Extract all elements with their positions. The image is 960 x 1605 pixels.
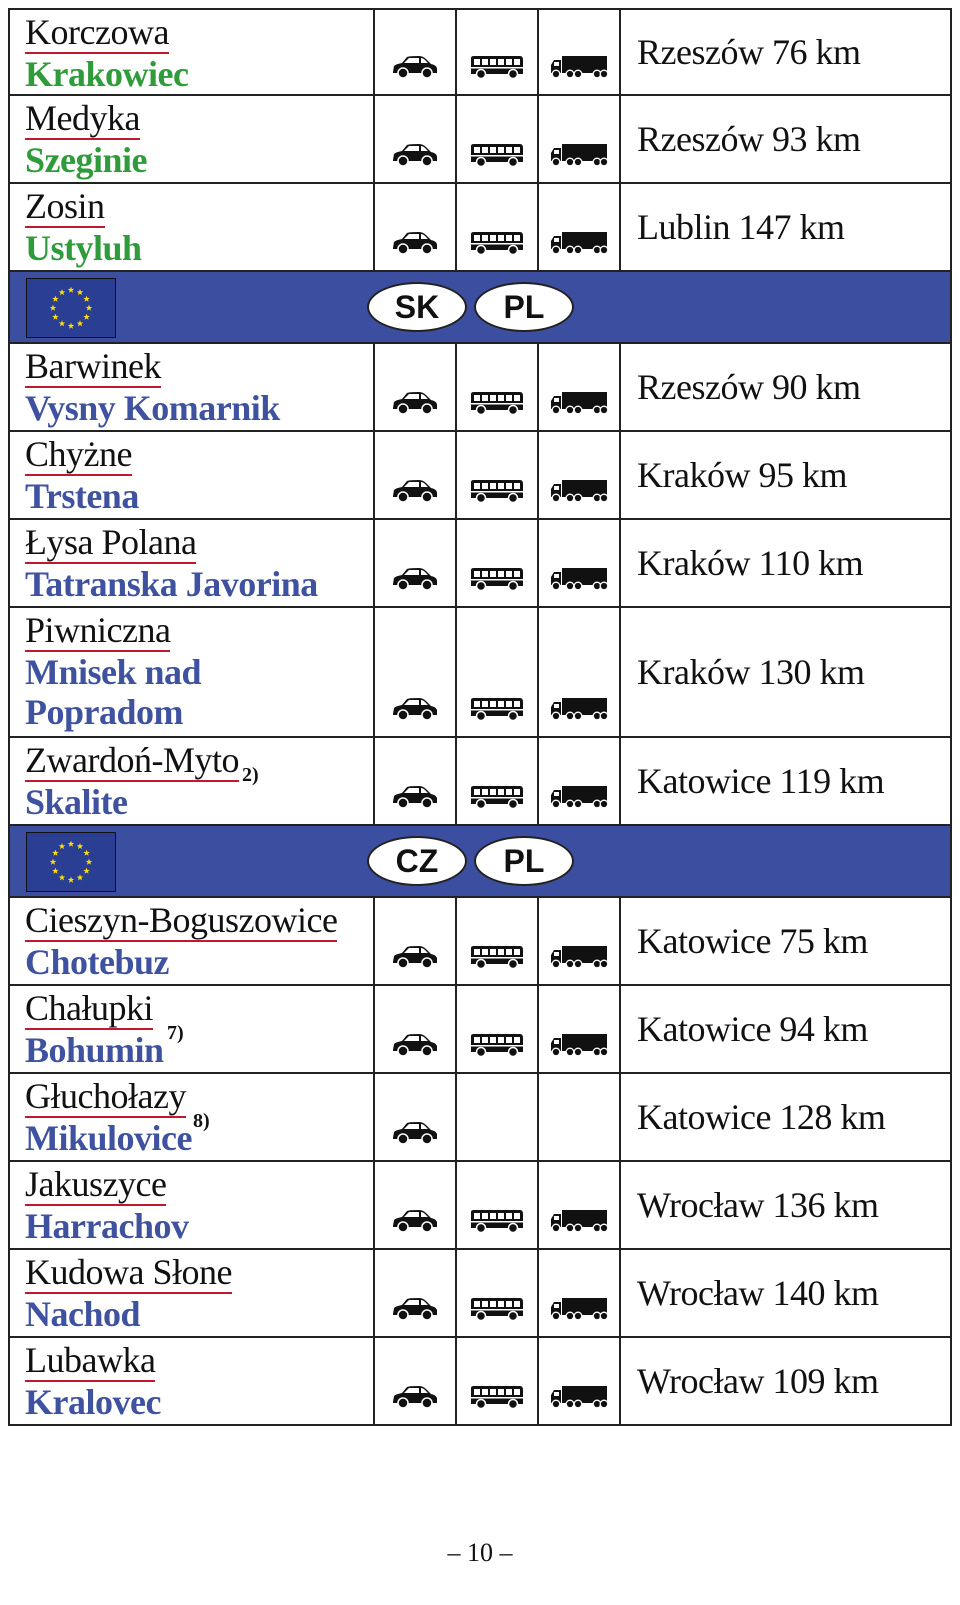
polish-crossing-name: Lubawka: [25, 1340, 156, 1380]
foreign-crossing-name: Skalite: [25, 782, 128, 822]
truck-cell: [539, 1074, 621, 1160]
bus-icon: [469, 142, 525, 168]
crossing-row: [8, 520, 952, 608]
polish-crossing-name: Korczowa: [25, 12, 169, 52]
destination-distance: Katowice 94 km: [637, 1009, 868, 1049]
bus-icon: [469, 1296, 525, 1322]
foreign-crossing-name: Tatranska Javorina: [25, 564, 318, 604]
truck-icon: [550, 1032, 608, 1058]
truck-cell: [539, 986, 621, 1072]
bus-icon: [469, 1032, 525, 1058]
eu-flag-icon: [27, 833, 115, 891]
bus-cell: [457, 1250, 539, 1336]
country-badge-pl: PL: [474, 836, 574, 886]
truck-cell: [539, 1162, 621, 1248]
truck-icon: [550, 944, 608, 970]
section-header-sk: [8, 272, 952, 344]
crossing-names: [10, 1162, 375, 1248]
crossing-names: [10, 184, 375, 270]
destination-distance: Katowice 119 km: [637, 761, 885, 801]
car-icon: [391, 784, 439, 810]
destination-distance: Katowice 128 km: [637, 1097, 886, 1137]
polish-crossing-name: Medyka: [25, 98, 140, 138]
car-cell: [375, 1338, 457, 1424]
car-cell: [375, 738, 457, 824]
truck-icon: [550, 478, 608, 504]
car-cell: [375, 184, 457, 270]
foreign-crossing-name: Szeginie: [25, 140, 147, 180]
car-cell: [375, 344, 457, 430]
crossing-names: [10, 1250, 375, 1336]
polish-crossing-name: Kudowa Słone: [25, 1252, 232, 1292]
polish-crossing-name: Piwniczna: [25, 610, 171, 650]
bus-icon: [469, 1384, 525, 1410]
bus-cell: [457, 738, 539, 824]
bus-cell: [457, 344, 539, 430]
polish-crossing-name: Zwardoń-Myto: [25, 740, 239, 780]
car-icon: [391, 1120, 439, 1146]
car-cell: [375, 432, 457, 518]
truck-cell: [539, 608, 621, 736]
truck-cell: [539, 344, 621, 430]
bus-icon: [469, 1208, 525, 1234]
border-crossings-table: [8, 8, 952, 1426]
footnote-marker: 8): [193, 1110, 210, 1132]
bus-cell: [457, 898, 539, 984]
crossing-row: [8, 8, 952, 96]
polish-crossing-name: Głuchołazy: [25, 1076, 186, 1116]
truck-cell: [539, 184, 621, 270]
car-cell: [375, 898, 457, 984]
crossing-row: [8, 96, 952, 184]
crossing-row: [8, 738, 952, 826]
car-cell: [375, 1250, 457, 1336]
car-icon: [391, 230, 439, 256]
truck-cell: [539, 432, 621, 518]
crossing-names: [10, 1074, 375, 1160]
truck-cell: [539, 1250, 621, 1336]
destination-distance: Wrocław 109 km: [637, 1361, 879, 1401]
crossing-names: [10, 10, 375, 94]
car-cell: [375, 1162, 457, 1248]
truck-cell: [539, 738, 621, 824]
page-number: – 10 –: [447, 1538, 513, 1567]
country-badge-pl: PL: [474, 282, 574, 332]
truck-cell: [539, 520, 621, 606]
bus-icon: [469, 54, 525, 80]
foreign-crossing-name: Trstena: [25, 476, 139, 516]
polish-crossing-name: Cieszyn-Boguszowice: [25, 900, 338, 940]
car-icon: [391, 390, 439, 416]
country-badge-foreign: CZ: [367, 836, 467, 886]
destination-distance: Katowice 75 km: [637, 921, 868, 961]
truck-cell: [539, 898, 621, 984]
foreign-crossing-name: Bohumin: [25, 1030, 164, 1070]
truck-icon: [550, 390, 608, 416]
polish-crossing-name: Łysa Polana: [25, 522, 197, 562]
polish-crossing-name: Chałupki: [25, 988, 153, 1028]
car-cell: [375, 608, 457, 736]
bus-cell: [457, 1338, 539, 1424]
footnote-marker: 2): [242, 764, 259, 786]
bus-icon: [469, 390, 525, 416]
truck-icon: [550, 142, 608, 168]
section-header-cz: [8, 826, 952, 898]
car-cell: [375, 520, 457, 606]
bus-cell: [457, 184, 539, 270]
foreign-crossing-name: Kralovec: [25, 1382, 161, 1422]
car-cell: [375, 96, 457, 182]
destination-distance: Kraków 110 km: [637, 543, 864, 583]
polish-crossing-name: Jakuszyce: [25, 1164, 167, 1204]
polish-crossing-name: Chyżne: [25, 434, 132, 474]
crossing-names: [10, 898, 375, 984]
bus-cell: [457, 608, 539, 736]
bus-icon: [469, 696, 525, 722]
eu-flag-icon: [27, 279, 115, 337]
crossing-names: [10, 738, 375, 824]
foreign-crossing-name: Ustyluh: [25, 228, 142, 268]
crossing-row: [8, 608, 952, 738]
polish-crossing-name: Zosin: [25, 186, 105, 226]
bus-cell: [457, 10, 539, 94]
truck-icon: [550, 54, 608, 80]
destination-distance: Kraków 130 km: [637, 652, 865, 692]
truck-icon: [550, 696, 608, 722]
destination-distance: Wrocław 140 km: [637, 1273, 879, 1313]
truck-cell: [539, 96, 621, 182]
truck-icon: [550, 1208, 608, 1234]
car-icon: [391, 944, 439, 970]
crossing-row: [8, 1338, 952, 1426]
crossing-names: [10, 96, 375, 182]
car-cell: [375, 986, 457, 1072]
eu-flag: [26, 832, 116, 892]
crossing-names: [10, 608, 375, 736]
truck-icon: [550, 566, 608, 592]
car-icon: [391, 54, 439, 80]
destination-distance: Lublin 147 km: [637, 207, 845, 247]
car-icon: [391, 696, 439, 722]
foreign-crossing-name: Chotebuz: [25, 942, 170, 982]
destination-distance: Kraków 95 km: [637, 455, 847, 495]
bus-cell: [457, 96, 539, 182]
car-icon: [391, 142, 439, 168]
truck-cell: [539, 10, 621, 94]
crossing-names: [10, 432, 375, 518]
car-icon: [391, 1296, 439, 1322]
foreign-crossing-name: Nachod: [25, 1294, 141, 1334]
polish-crossing-name: Barwinek: [25, 346, 161, 386]
bus-cell: [457, 986, 539, 1072]
destination-distance: Rzeszów 93 km: [637, 119, 861, 159]
crossing-row: [8, 1250, 952, 1338]
crossing-row: [8, 1162, 952, 1250]
crossing-row: [8, 184, 952, 272]
crossing-names: [10, 344, 375, 430]
crossing-names: [10, 520, 375, 606]
truck-icon: [550, 230, 608, 256]
car-cell: [375, 10, 457, 94]
bus-cell: [457, 432, 539, 518]
car-icon: [391, 1032, 439, 1058]
bus-icon: [469, 478, 525, 504]
crossing-row: [8, 1074, 952, 1162]
car-icon: [391, 1384, 439, 1410]
car-cell: [375, 1074, 457, 1160]
truck-icon: [550, 1296, 608, 1322]
footnote-marker: 7): [167, 1022, 184, 1044]
country-badge-foreign: SK: [367, 282, 467, 332]
bus-icon: [469, 230, 525, 256]
truck-cell: [539, 1338, 621, 1424]
bus-icon: [469, 566, 525, 592]
crossing-row: [8, 898, 952, 986]
bus-cell: [457, 520, 539, 606]
bus-cell: [457, 1074, 539, 1160]
crossing-row: [8, 344, 952, 432]
bus-icon: [469, 784, 525, 810]
crossing-names: [10, 1338, 375, 1424]
crossing-row: [8, 986, 952, 1074]
foreign-crossing-name: Vysny Komarnik: [25, 388, 280, 428]
crossing-names: [10, 986, 375, 1072]
car-icon: [391, 478, 439, 504]
foreign-crossing-name: Krakowiec: [25, 54, 189, 94]
destination-distance: Rzeszów 90 km: [637, 367, 861, 407]
bus-cell: [457, 1162, 539, 1248]
destination-distance: Rzeszów 76 km: [637, 32, 861, 72]
foreign-crossing-name: Mikulovice: [25, 1118, 192, 1158]
foreign-crossing-name: Mnisek nad Popradom: [25, 652, 202, 732]
car-icon: [391, 566, 439, 592]
crossing-row: [8, 432, 952, 520]
foreign-crossing-name: Harrachov: [25, 1206, 189, 1246]
truck-icon: [550, 1384, 608, 1410]
eu-flag: [26, 278, 116, 338]
bus-icon: [469, 944, 525, 970]
car-icon: [391, 1208, 439, 1234]
truck-icon: [550, 784, 608, 810]
destination-distance: Wrocław 136 km: [637, 1185, 879, 1225]
